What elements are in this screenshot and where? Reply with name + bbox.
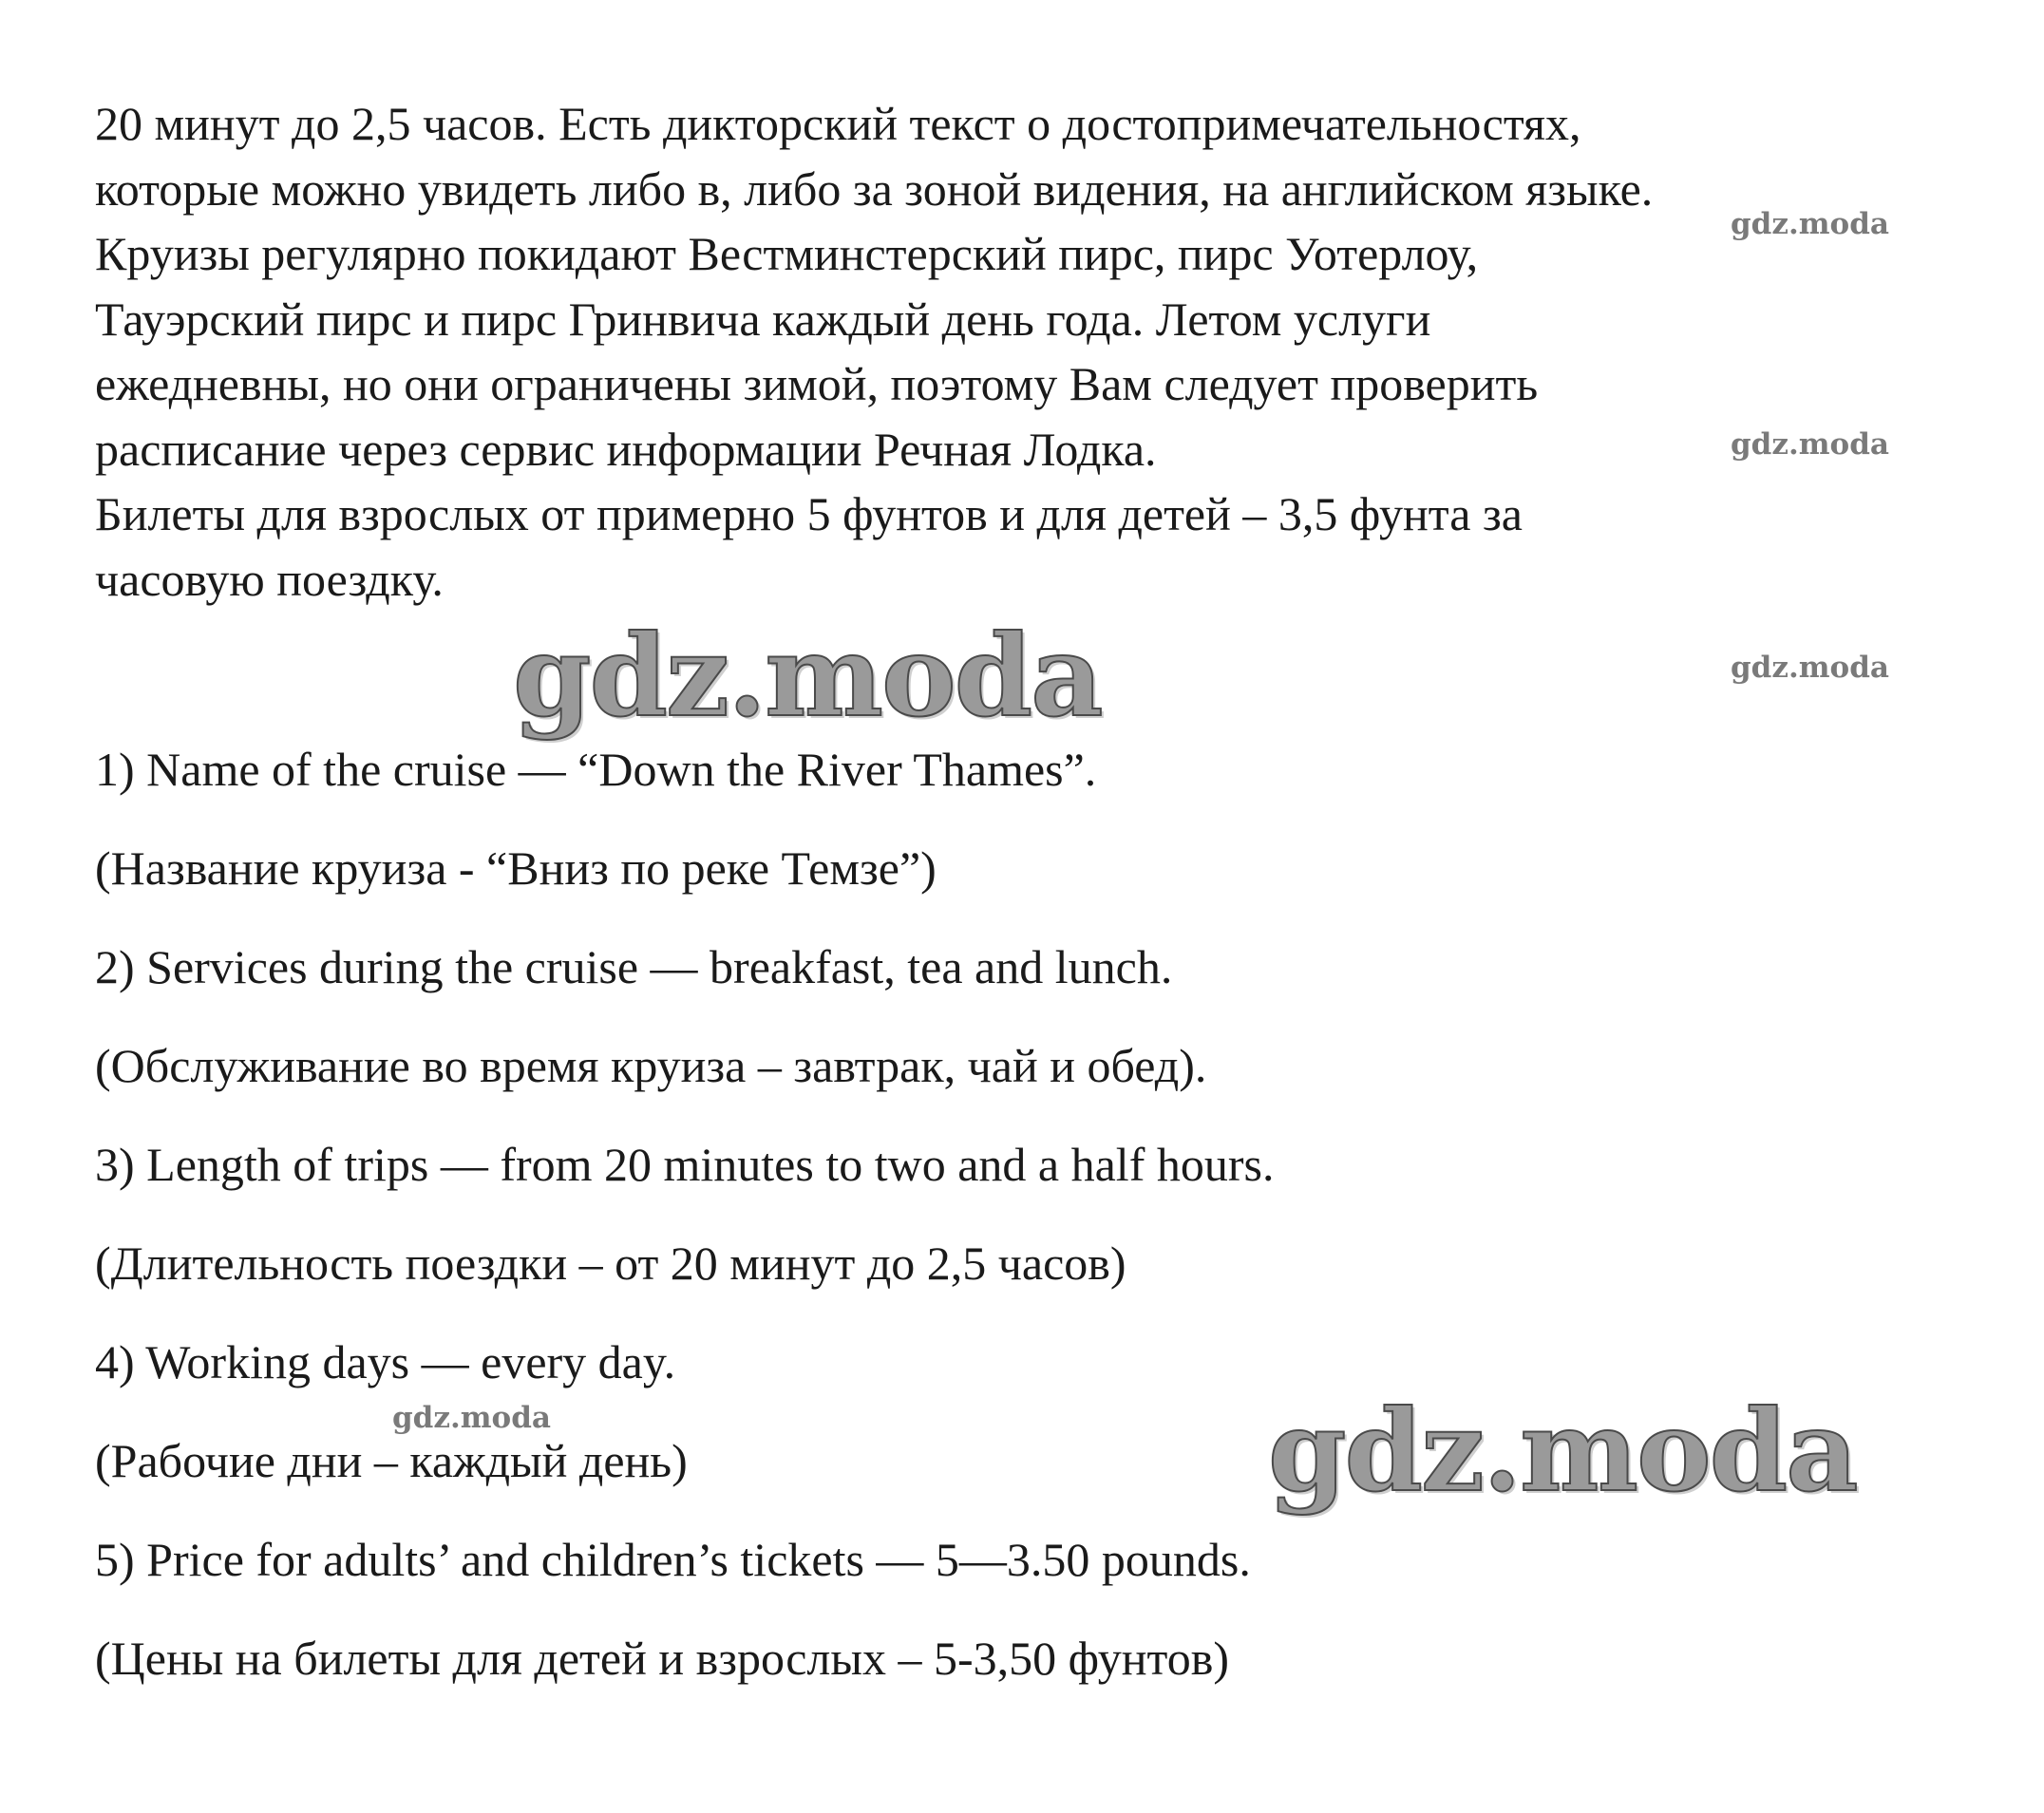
watermark-small: gdz.moda bbox=[1731, 651, 1889, 685]
answer-ru-3: (Длительность поездки – от 20 минут до 2,5 часов) bbox=[95, 1237, 1126, 1290]
intro-line: расписание через сервис информации Речная Лодка. bbox=[95, 422, 1157, 476]
intro-line: 20 минут до 2,5 часов. Есть дикторский текст о достопримечательностях, bbox=[95, 97, 1581, 150]
answer-ru-2: (Обслуживание во время круиза – завтрак, чай и обед). bbox=[95, 1039, 1207, 1092]
intro-line: часовую поездку. bbox=[95, 552, 444, 606]
intro-line: ежедневны, но они ограничены зимой, поэтому Вам следует проверить bbox=[95, 357, 1539, 410]
answer-en-1: 1) Name of the cruise — “Down the River Thames”. bbox=[95, 743, 1097, 796]
answer-en-4: 4) Working days — every day. bbox=[95, 1335, 676, 1388]
intro-line: Билеты для взрослых от примерно 5 фунтов и для детей – 3,5 фунта за bbox=[95, 487, 1523, 540]
answer-en-5: 5) Price for adults’ and children’s tickets — 5—3.50 pounds. bbox=[95, 1533, 1251, 1586]
watermark-large: gdz.moda bbox=[513, 610, 1102, 742]
answer-ru-1: (Название круиза - “Вниз по реке Темзе”) bbox=[95, 841, 937, 895]
watermark-large: gdz.moda bbox=[1268, 1385, 1857, 1517]
watermark-small: gdz.moda bbox=[1731, 427, 1889, 462]
intro-line: Круизы регулярно покидают Вестминстерский пирс, пирс Уотерлоу, bbox=[95, 227, 1479, 280]
answer-ru-4: (Рабочие дни – каждый день) bbox=[95, 1434, 688, 1487]
answer-en-3: 3) Length of trips — from 20 minutes to two and a half hours. bbox=[95, 1138, 1275, 1191]
intro-line: Тауэрский пирс и пирс Гринвича каждый день года. Летом услуги bbox=[95, 292, 1431, 346]
watermark-small: gdz.moda bbox=[1731, 207, 1889, 241]
intro-paragraph bbox=[95, 91, 1995, 612]
intro-line: которые можно увидеть либо в, либо за зоной видения, на английском языке. bbox=[95, 161, 1654, 216]
answer-ru-5: (Цены на билеты для детей и взрослых – 5-3,50 фунтов) bbox=[95, 1632, 1229, 1685]
watermark-small: gdz.moda bbox=[392, 1401, 551, 1435]
answer-en-2: 2) Services during the cruise — breakfast, tea and lunch. bbox=[95, 940, 1173, 993]
